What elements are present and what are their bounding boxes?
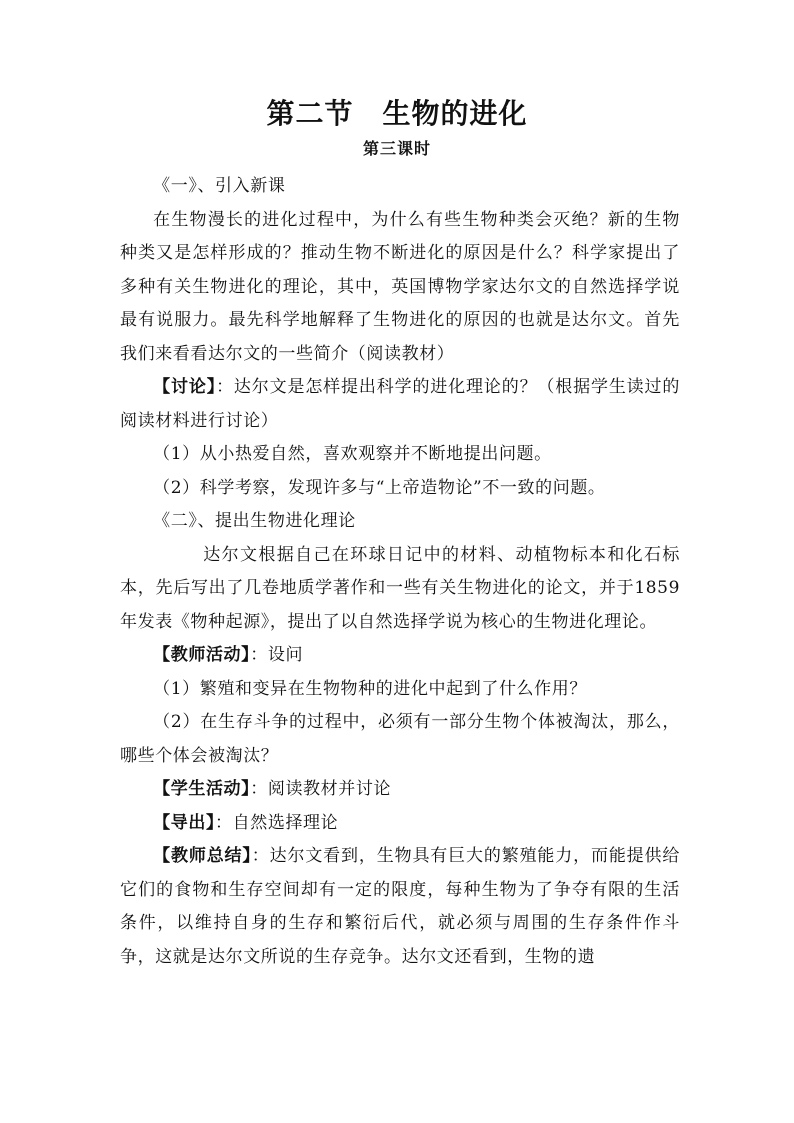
teacher-activity-paragraph [120,639,680,673]
discussion-paragraph [120,371,680,438]
question-1: （1）繁殖和变异在生物物种的进化中起到了什么作用？ [153,678,587,699]
discussion-point-2: （2）科学考察，发现许多与“上帝造物论”不一致的问题。 [153,477,606,498]
discussion-label: 【讨论】 [153,377,217,397]
student-activity-label: 【学生活动】 [153,779,251,799]
conclusion-text: ：自然选择理论 [215,812,339,833]
student-activity-paragraph [120,773,680,807]
conclusion-label: 【导出】 [153,812,216,833]
teacher-activity-text: ：设问 [250,645,304,665]
teacher-activity-label: 【教师活动】 [153,645,251,665]
discussion-text: ：达尔文是怎样提出科学的进化理论的？（根据学生读过的阅读材料进行讨论） [120,377,680,431]
question-2: （2）在生存斗争的过程中，必须有一部分生物个体被淘汰，那么，哪些个体会被淘汰？ [120,712,680,766]
document-body [120,170,680,974]
section-heading-2: 《二》、提出生物进化理论 [153,511,356,531]
page-title: 第二节 生物的进化 [266,97,528,130]
darwin-paragraph: 达尔文根据自己在环球日记中的材料、动植物标本和化石标本，先后写出了几卷地质学著作和一些有关生物进化的论文，并于1859年发表《物种起源》，提出了以自然选择学说为核心的生物进化理论。 [120,544,680,632]
intro-paragraph: 在生物漫长的进化过程中，为什么有些生物种类会灭绝？新的生物种类又是怎样形成的？推动生物不断进化的原因是什么？科学家提出了多种有关生物进化的理论，其中，英国博物学家达尔文的自然选择学说最有说服力。最先科学地解释了生物进化的原因的也就是达尔文。首先我们来看看达尔文的一些简介（阅读教材） [120,209,680,364]
summary-paragraph [120,840,680,974]
summary-text: ：达尔文看到，生物具有巨大的繁殖能力，而能提供给它们的食物和生存空间却有一定的限度，每种生物为了争夺有限的生活条件，以维持自身的生存和繁衍后代，就必须与周围的生存条件作斗争，这就是达尔文所说的生存竞争。达尔文还看到，生物的遗 [120,846,680,967]
conclusion-paragraph [120,807,680,841]
discussion-point-1: （1）从小热爱自然，喜欢观察并不断地提出问题。 [153,444,552,464]
page-subtitle: 第三课时 [362,139,431,158]
summary-label: 【教师总结】 [153,846,252,866]
section-heading-1: 《一》、引入新课 [153,176,286,196]
student-activity-text: ：阅读教材并讨论 [250,779,392,799]
